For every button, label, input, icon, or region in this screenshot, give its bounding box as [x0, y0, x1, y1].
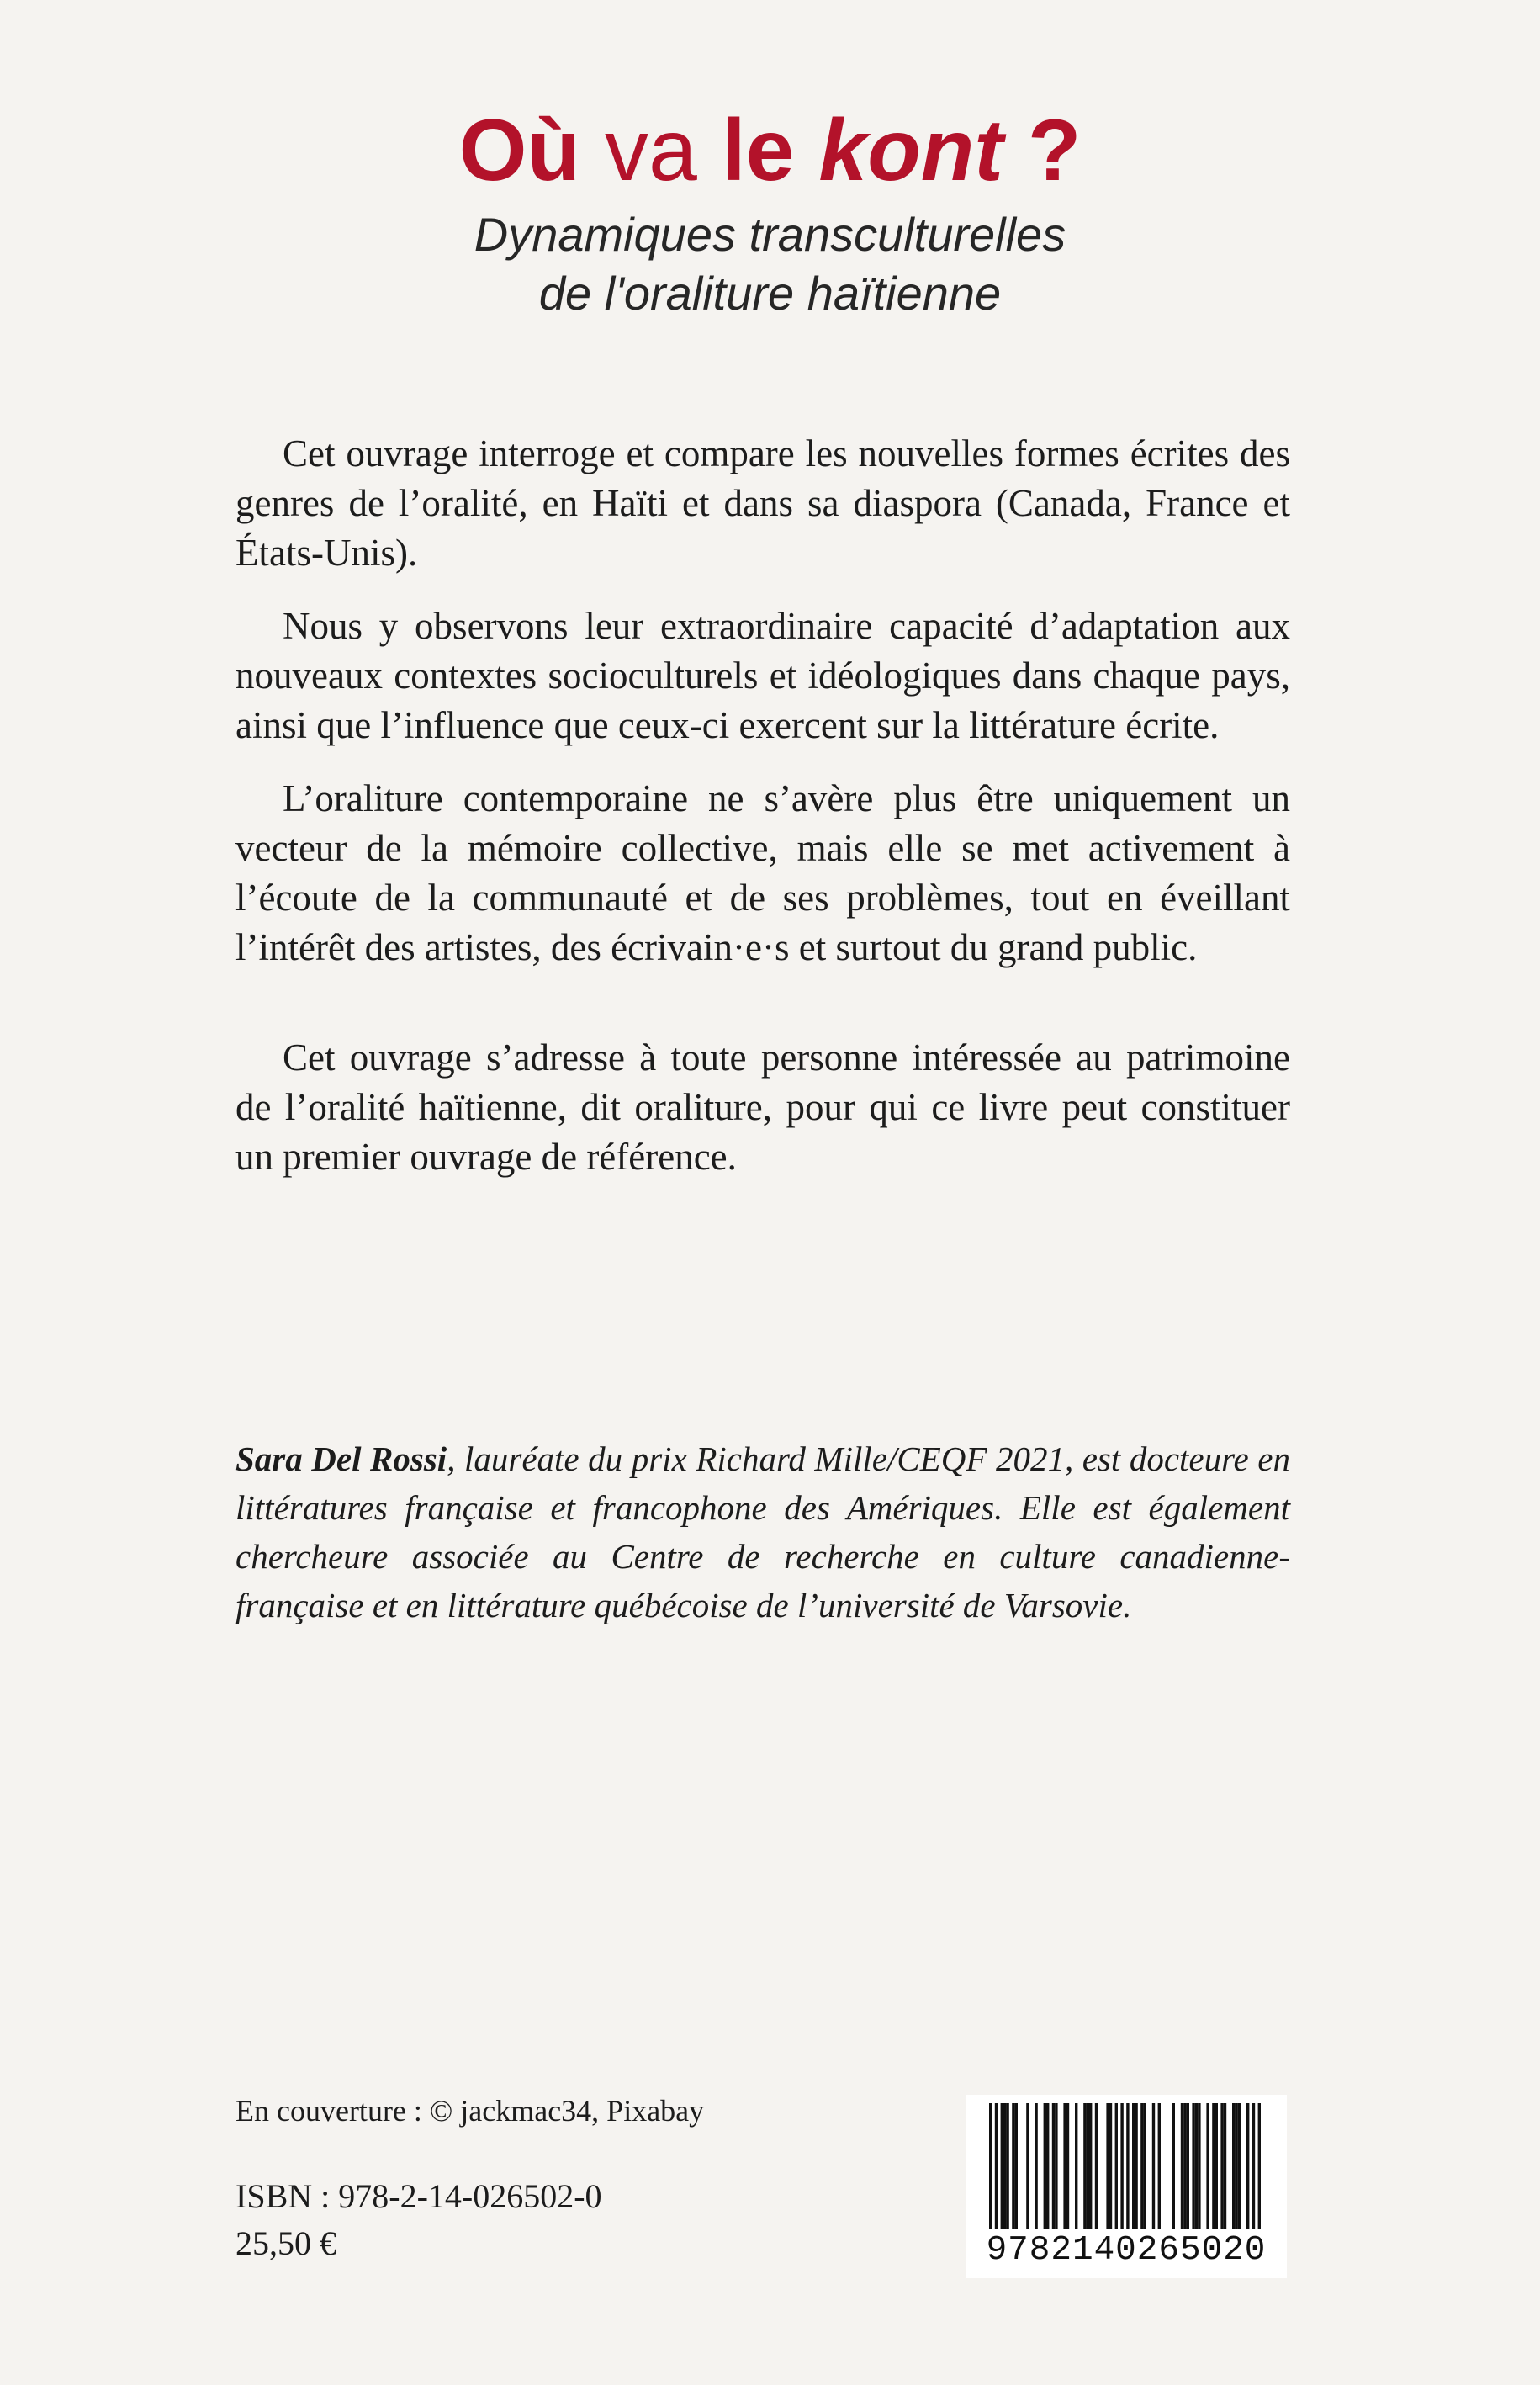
barcode-bar: [1015, 2103, 1018, 2229]
title-word-le: le: [721, 102, 795, 199]
barcode-bar: [995, 2103, 998, 2229]
blurb-paragraph-4: Cet ouvrage s’adresse à toute personne intéressée au patrimoine de l’oralité haïtienne, dit oraliture, pour qui ce livre peut constituer un premier ouvrage de référence.: [235, 1036, 1290, 1178]
subtitle-line-1: Dynamiques transculturelles: [474, 208, 1066, 262]
barcode-bar: [989, 2103, 992, 2229]
barcode-bar: [1083, 2103, 1086, 2229]
blurb-paragraph-2: Nous y observons leur extraordinaire capacité d’adaptation aux nouveaux contextes socioculturels et idéologiques dans chaque pays, ainsi que l’influence que ceux-ci exercent sur la littérature écrite.: [235, 605, 1290, 746]
barcode-bar: [1206, 2103, 1209, 2229]
barcode-bar: [1140, 2103, 1143, 2229]
barcode-bar: [1187, 2103, 1189, 2229]
author-name: Sara Del Rossi: [235, 1439, 447, 1478]
blurb: [235, 429, 1290, 1206]
barcode-bar: [1235, 2103, 1237, 2229]
barcode-bar: [1152, 2103, 1155, 2229]
barcode-bar: [1026, 2103, 1029, 2229]
barcode-bar: [1120, 2103, 1123, 2229]
title-question-mark: ?: [1027, 102, 1082, 199]
barcode-bar: [1144, 2103, 1146, 2229]
barcode-bar: [1001, 2103, 1003, 2229]
barcode-bar: [1087, 2103, 1089, 2229]
barcode-bar: [1246, 2103, 1249, 2229]
barcode-bar: [1238, 2103, 1241, 2229]
barcode-bar: [1044, 2103, 1046, 2229]
barcode-bar: [1075, 2103, 1077, 2229]
subtitle-line-2: de l'oraliture haïtienne: [538, 267, 1002, 321]
barcode-bar: [1115, 2103, 1118, 2229]
barcode-bar: [1215, 2103, 1218, 2229]
barcode-bar: [1066, 2103, 1069, 2229]
barcode-bar: [1095, 2103, 1098, 2229]
barcode-bar: [1089, 2103, 1092, 2229]
barcode-bar: [1063, 2103, 1066, 2229]
barcode-bar: [1183, 2103, 1186, 2229]
barcode-bar: [1052, 2103, 1055, 2229]
book-title: [0, 102, 1540, 199]
blurb-paragraph-1: Cet ouvrage interroge et compare les nouvelles formes écrites des genres de l’oralité, en Haïti et dans sa diaspora (Canada, France et États-Unis).: [235, 432, 1290, 574]
title-word-va: va: [604, 102, 697, 199]
barcode-bar: [1109, 2103, 1112, 2229]
author-bio: [235, 1434, 1290, 1630]
barcode-bar: [1220, 2103, 1223, 2229]
barcode-bar: [1198, 2103, 1200, 2229]
blurb-paragraph-3: L’oraliture contemporaine ne s’avère plus être uniquement un vecteur de la mémoire collective, mais elle se met activement à l’écoute de la communauté et de ses problèmes, tout en éveillant l’intérêt des artistes, des écrivain·e·s et surtout du grand public.: [235, 777, 1290, 968]
barcode-bar: [1232, 2103, 1235, 2229]
barcode-bar: [1012, 2103, 1014, 2229]
barcode-bar: [1132, 2103, 1135, 2229]
title-word-kont: kont: [818, 102, 1003, 199]
barcode-bar: [1158, 2103, 1161, 2229]
barcode-bar: [1126, 2103, 1129, 2229]
barcode-bar: [1106, 2103, 1109, 2229]
cover-credit: En couverture : © jackmac34, Pixabay: [235, 2094, 705, 2128]
barcode-bars: [966, 2095, 1287, 2229]
barcode-bar: [1195, 2103, 1198, 2229]
title-word-ou: Où: [458, 102, 581, 199]
barcode-digits: 9782140265020: [986, 2231, 1267, 2270]
barcode-bar: [1172, 2103, 1175, 2229]
barcode-bar: [1224, 2103, 1226, 2229]
barcode-bar: [1035, 2103, 1037, 2229]
barcode-bar: [1135, 2103, 1137, 2229]
price: 25,50 €: [235, 2224, 336, 2262]
barcode-bar: [1006, 2103, 1008, 2229]
barcode-bar: [1212, 2103, 1215, 2229]
author-bio-text: , lauréate du prix Richard Mille/CEQF 2021, est docteure en littératures française et francophone des Amériques. Elle est également chercheure associée au Centre de recherche en culture canadienne-française et en littérature québécoise de l’université de Varsovie.: [235, 1439, 1290, 1624]
barcode-bar: [1181, 2103, 1183, 2229]
barcode: [966, 2095, 1287, 2278]
barcode-bar: [1252, 2103, 1255, 2229]
barcode-bar: [1055, 2103, 1057, 2229]
title-block: [0, 102, 1540, 323]
barcode-bar: [1258, 2103, 1261, 2229]
book-subtitle: [0, 205, 1540, 323]
barcode-bar: [1192, 2103, 1194, 2229]
barcode-bar: [1046, 2103, 1049, 2229]
barcode-bar: [1003, 2103, 1006, 2229]
isbn: ISBN : 978-2-14-026502-0: [235, 2177, 602, 2215]
